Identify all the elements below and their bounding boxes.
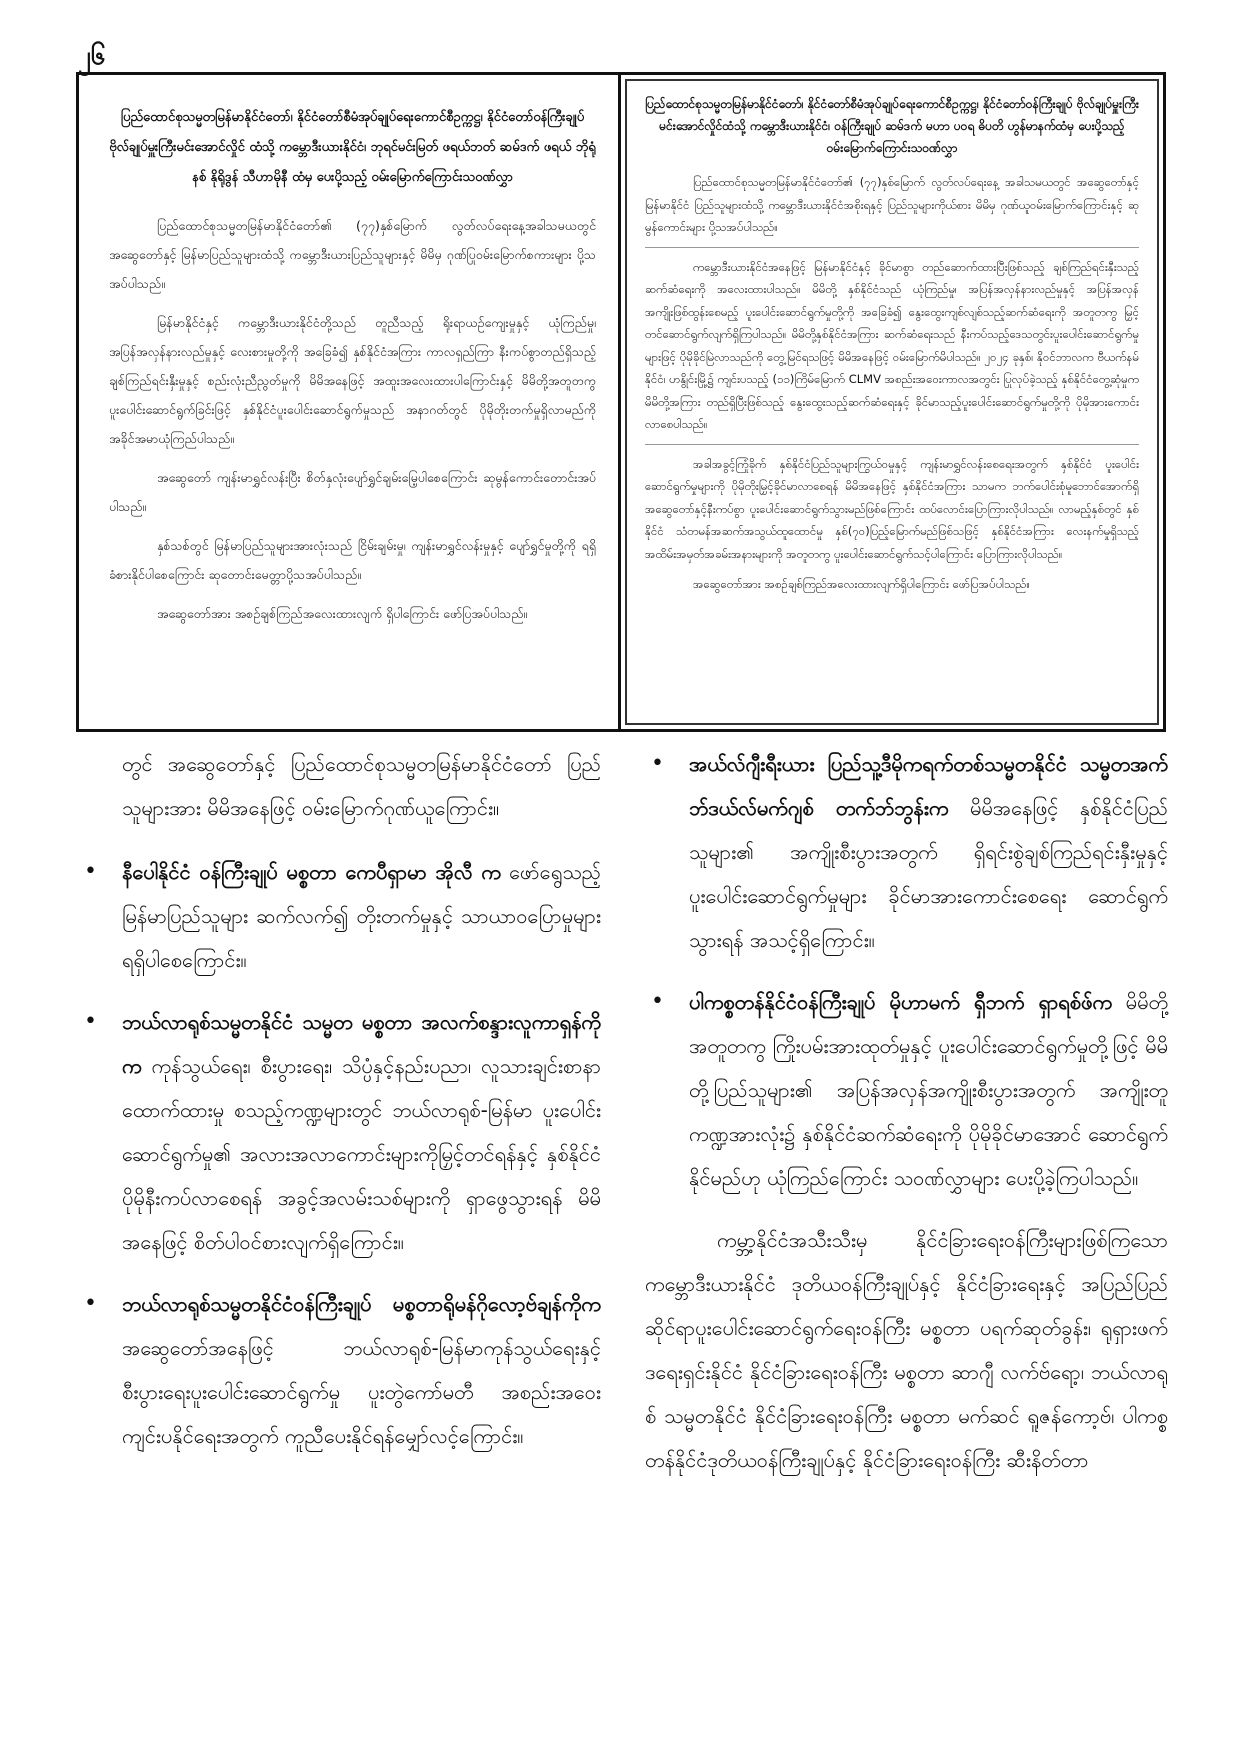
list-item-bold: ပါကစ္စတန်နိုင်ငံဝန်ကြီးချုပ် မိုဟာမက် ရှီဘက် ရှာရစ်ဖ်က	[689, 990, 1113, 1014]
letter-paragraph: ကမ္ဘောဒီးယားနိုင်ငံအနေဖြင့် မြန်မာနိုင်ငံနှင့် ခိုင်မာစွာ တည်ဆောက်ထားပြီးဖြစ်သည့် ချစ်ကြည်ရင်းနှီးသည့်ဆက်ဆံရေးကို အလေးထားပါသည်။ မိမိတို့ နှစ်နိုင်ငံသည် ယုံကြည်မှု၊ အပြန်အလှန်နားလည်မှုနှင့် အပြန်အလှန် အကျိုးဖြစ်ထွန်းစေမည့် ပူးပေါင်းဆောင်ရွက်မှုတို့ကို အခြေခံ၍ နွေးထွေးကျစ်လျစ်သည့်ဆက်ဆံရေးကို အတူတကွ မြှင့်တင်ဆောင်ရွက်လျက်ရှိကြပါသည်။ မိမိတို့နှစ်နိုင်ငံအကြား ဆက်ဆံရေးသည် နီးကပ်သည့်ဒေသတွင်းပူးပေါင်းဆောင်ရွက်မှုများဖြင့် ပိုမိုခိုင်မြဲလာသည်ကို တွေ့မြင်ရသဖြင့် မိမိအနေဖြင့် ဝမ်းမြောက်မိပါသည်။ ၂၀၂၄ ခုနှစ်၊ နိုဝင်ဘာလက ဗီယက်နမ်နိုင်ငံ၊ ဟနွိုင်းမြို့၌ ကျင်းပသည့် (၁၁)ကြိမ်မြောက် CLMV အစည်းအဝေးကာလအတွင်း ပြုလုပ်ခဲ့သည့် နှစ်နိုင်ငံတွေ့ဆုံမှုက မိမိတို့အကြား တည်ရှိပြီးဖြစ်သည့် နွေးထွေးသည့်ဆက်ဆံရေးနှင့် ခိုင်မာသည့်ပူးပေါင်းဆောင်ရွက်မှုတို့ကို ပိုမိုအားကောင်းလာစေပါသည်။	[645, 259, 1139, 431]
letter-paragraph: ပြည်ထောင်စုသမ္မတမြန်မာနိုင်ငံတော်၏ (၇၇)နှစ်မြောက် လွတ်လပ်ရေးနေ့အခါသမယတွင် အဆွေတော်နှင့် မြန်မာပြည်သူများထံသို့ ကမ္ဘောဒီးယားပြည်သူများနှင့် မိမိမှ ဂုဏ်ပြုဝမ်းမြောက်စကားများ ပို့သအပ်ပါသည်။	[109, 218, 596, 291]
list-item	[78, 850, 601, 982]
list-item	[78, 1282, 601, 1458]
list-item-text	[122, 1282, 601, 1458]
list-item-bold: ဘယ်လာရုစ်သမ္မတနိုင်ငံ သမ္မတ မစ္စတာ အလက်စန္ဒားလူကာရှန်ကို က	[122, 1010, 601, 1078]
list-item	[78, 1000, 601, 1264]
page-number: ၂၆	[78, 41, 106, 71]
letter-paragraph: နှစ်သစ်တွင် မြန်မာပြည်သူများအားလုံးသည် ငြိမ်းချမ်းမှု၊ ကျန်းမာရွှင်လန်းမှုနှင့် ပျော်ရွှင်မှုတို့ကို ရရှိခံစားနိုင်ပါစေကြောင်း ဆုတောင်းမေတ္တာပို့သအပ်ပါသည်။	[109, 538, 596, 582]
letter-paragraph: အဆွေတော်အား အစဉ်ချစ်ကြည်အလေးထားလျက် ရှိပါကြောင်း ဖော်ပြအပ်ပါသည်။	[157, 606, 528, 621]
list-item-bold: နီပေါနိုင်ငံ ဝန်ကြီးချုပ် မစ္စတာ ကေပီရှာမာ အိုလီ က	[122, 860, 501, 884]
list-item-body: ကုန်သွယ်ရေး၊ စီးပွားရေး၊ သိပ္ပံနှင့်နည်းပညာ၊ လူသားချင်းစာနာထောက်ထားမှု စသည့်ကဏ္ဍများတွင် ဘယ်လာရုစ်-မြန်မာ ပူးပေါင်းဆောင်ရွက်မှု၏ အလားအလာကောင်းများကိုမြှင့်တင်ရန်နှင့် နှစ်နိုင်ငံပိုမိုနီးကပ်လာစေရန် အခွင့်အလမ်းသစ်များကို ရှာဖွေသွားရန် မိမိအနေဖြင့် စိတ်ပါဝင်စားလျက်ရှိကြောင်း။	[122, 1054, 601, 1254]
list-item	[645, 742, 1168, 962]
letter-paragraph: အဆွေတော် ကျန်းမာရွှင်လန်းပြီး စိတ်နှလုံးပျော်ရွှင်ချမ်းမြေ့ပါစေကြောင်း ဆုမွန်ကောင်းတောင်းအပ်ပါသည်။	[109, 470, 596, 514]
list-item-text	[122, 850, 601, 982]
letter-heading: ပြည်ထောင်စုသမ္မတမြန်မာနိုင်ငံတော်၊ နိုင်ငံတော်စီမံအုပ်ချုပ်ရေးကောင်စီဥက္ကဋ္ဌ၊ နိုင်ငံတော်ဝန်ကြီးချုပ် ဗိုလ်ချုပ်မှူးကြီးမင်းအောင်လှိုင် ထံသို့ ကမ္ဘောဒီးယားနိုင်ငံ၊ ဘုရင်မင်းမြတ် ဖရယ်ဘတ် ဆမ်ဒက် ဖရယ် ဘိုရုံနစ် နိုရိုဒွန် သီဟာမိုနီ ထံမှ ပေးပို့သည့် ဝမ်းမြောက်ကြောင်းသဝဏ်လွှာ	[109, 110, 596, 185]
continued-paragraph: တွင် အဆွေတော်နှင့် ပြည်ထောင်စုသမ္မတမြန်မာနိုင်ငံတော် ပြည်သူများအား မိမိအနေဖြင့် ဝမ်းမြောက်ဂုဏ်ယူကြောင်း။	[122, 752, 601, 820]
left-column	[78, 742, 601, 1722]
bullet-icon: •	[84, 859, 97, 884]
right-column	[645, 742, 1168, 1722]
letter-cambodia-pm	[625, 79, 1159, 725]
list-item-body: မိမိအနေဖြင့် နှစ်နိုင်ငံပြည်သူများ၏ အကျိုးစီးပွားအတွက် ရှိရင်းစွဲချစ်ကြည်ရင်းနှီးမှုနှင့် ပူးပေါင်းဆောင်ရွက်မှုများ ခိုင်မာအားကောင်းစေရေး ဆောင်ရွက်သွားရန် အသင့်ရှိကြောင်း။	[689, 796, 1168, 952]
list-item-bold: ဘယ်လာရုစ်သမ္မတနိုင်ငံဝန်ကြီးချုပ် မစ္စတာရိုမန်ဂိုလော့ဗ်ချန်ကိုက	[122, 1292, 601, 1316]
letter-cambodia-king	[79, 75, 621, 729]
letter-paragraph: အဆွေတော်အား အစဉ်ချစ်ကြည်အလေးထားလျက်ရှိပါကြောင်း ဖော်ပြအပ်ပါသည်။	[693, 577, 1030, 591]
bullet-icon: •	[651, 751, 664, 776]
list-item-text	[122, 1000, 601, 1264]
divider	[645, 444, 1139, 445]
bullet-icon: •	[84, 1291, 97, 1316]
bullet-icon: •	[651, 989, 664, 1014]
list-item-bold: အယ်လ်ဂျီးရီးယား ပြည်သူ့ဒီမိုကရက်တစ်သမ္မတနိုင်ငံ သမ္မတအက်ဘ်ဒယ်လ်မက်ဂျစ် တက်ဘ်ဘွန်းက	[689, 752, 1168, 820]
list-item-body: ဖော်ရွေသည့် မြန်မာပြည်သူများ ဆက်လက်၍ တိုးတက်မှုနှင့် သာယာဝပြောမှုများရရှိပါစေကြောင်း။	[122, 860, 601, 972]
list-item	[645, 980, 1168, 1200]
list-item-text	[689, 742, 1168, 962]
letter-images-frame	[76, 72, 1166, 732]
letter-paragraph: မြန်မာနိုင်ငံနှင့် ကမ္ဘောဒီးယားနိုင်ငံတို့သည် တူညီသည့် ရိုးရာယဉ်ကျေးမှုနှင့် ယုံကြည်မှု၊ အပြန်အလှန်နားလည်မှုနှင့် လေးစားမှုတို့ကို အခြေခံ၍ နှစ်နိုင်ငံအကြား ကာလရှည်ကြာ နီးကပ်စွာတည်ရှိသည့် ချစ်ကြည်ရင်းနှီးမှုနှင့် စည်းလုံးညီညွတ်မှုကို မိမိအနေဖြင့် အထူးအလေးထားပါကြောင်းနှင့် မိမိတို့အတူတကွ ပူးပေါင်းဆောင်ရွက်ခြင်းဖြင့် နှစ်နိုင်ငံပူးပေါင်းဆောင်ရွက်မှုသည် အနာဂတ်တွင် ပိုမိုတိုးတက်မှုရှိလာမည်ကို အခိုင်အမာယုံကြည်ပါသည်။	[109, 315, 596, 446]
article-body	[78, 742, 1168, 1722]
list-item-body: မိမိတို့အတူတကွ ကြိုးပမ်းအားထုတ်မှုနှင့် ပူးပေါင်းဆောင်ရွက်မှုတို့ဖြင့် မိမိတို့ပြည်သူများ၏ အပြန်အလှန်အကျိုးစီးပွားအတွက် အကျိုးတူကဏ္ဍအားလုံး၌ နှစ်နိုင်ငံဆက်ဆံရေးကို ပိုမိုခိုင်မာအောင် ဆောင်ရွက်နိုင်မည်ဟု ယုံကြည်ကြောင်း သဝဏ်လွှာများ ပေးပို့ခဲ့ကြပါသည်။	[689, 990, 1168, 1190]
divider	[645, 247, 1139, 248]
list-item-body: အဆွေတော်အနေဖြင့် ဘယ်လာရုစ်-မြန်မာကုန်သွယ်ရေးနှင့် စီးပွားရေးပူးပေါင်းဆောင်ရွက်မှု ပူးတွဲကော်မတီ အစည်းအဝေးကျင်းပနိုင်ရေးအတွက် ကူညီပေးနိုင်ရန်မျှော်လင့်ကြောင်း။	[122, 1336, 601, 1448]
bullet-icon: •	[84, 1009, 97, 1034]
list-item-text	[689, 980, 1168, 1200]
letter-paragraph: အခါအခွင့်ကြုံခိုက် နှစ်နိုင်ငံပြည်သူများကြွယ်ဝမှုနှင့် ကျန်းမာရွှင်လန်းစေရေးအတွက် နှစ်နိုင်ငံ ပူးပေါင်းဆောင်ရွက်မှုများကို ပိုမိုတိုးမြှင့်ခိုင်မာလာစေရန် မိမိအနေဖြင့် နှစ်နိုင်ငံအကြား သာမက ဘက်ပေါင်းစုံမူဘောင်အောက်ရှိ အဆွေတော်နှင့်နီးကပ်စွာ ပူးပေါင်းဆောင်ရွက်သွားမည်ဖြစ်ကြောင်း ထပ်လောင်းပြောကြားလိုပါသည်။ လာမည့်နှစ်တွင် နှစ်နိုင်ငံ သံတမန်အဆက်အသွယ်ထူထောင်မှု နှစ်(၇၀)ပြည့်မြောက်မည်ဖြစ်သဖြင့် နှစ်နိုင်ငံအကြား လေးနက်မှုရှိသည့် အထိမ်းအမှတ်အခမ်းအနားများကို အတူတကွ ပူးပေါင်းဆောင်ရွက်သင့်ပါကြောင်း ပြောကြားလိုပါသည်။	[645, 456, 1139, 561]
letter-paragraph: ပြည်ထောင်စုသမ္မတမြန်မာနိုင်ငံတော်၏ (၇၇)နှစ်မြောက် လွတ်လပ်ရေးနေ့ အခါသမယတွင် အဆွေတော်နှင့် မြန်မာနိုင်ငံ ပြည်သူများထံသို့ ကမ္ဘောဒီးယားနိုင်ငံအစိုးရနှင့် ပြည်သူများကိုယ်စား မိမိမှ ဂုဏ်ယူဝမ်းမြောက်ကြောင်းနှင့် ဆုမွန်ကောင်းများ ပို့သအပ်ပါသည်။	[645, 175, 1139, 234]
closing-paragraph: ကမ္ဘာ့နိုင်ငံအသီးသီးမှ နိုင်ငံခြားရေးဝန်ကြီးများဖြစ်ကြသော ကမ္ဘောဒီးယားနိုင်ငံ ဒုတိယဝန်ကြီးချုပ်နှင့် နိုင်ငံခြားရေးနှင့် အပြည်ပြည်ဆိုင်ရာပူးပေါင်းဆောင်ရွက်ရေးဝန်ကြီး မစ္စတာ ပရက်ဆုတ်ခွန်း၊ ရုရှားဖက်ဒရေးရှင်းနိုင်ငံ နိုင်ငံခြားရေးဝန်ကြီး မစ္စတာ ဆာဂျီ လက်ဗ်ရော့၊ ဘယ်လာရုစ် သမ္မတနိုင်ငံ နိုင်ငံခြားရေးဝန်ကြီး မစ္စတာ မက်ဆင် ရူဇန်ကော့ဗ်၊ ပါကစ္စတန်နိုင်ငံဒုတိယဝန်ကြီးချုပ်နှင့် နိုင်ငံခြားရေးဝန်ကြီး ဆီးနိတ်တာ	[645, 1228, 1168, 1472]
letter-heading: ပြည်ထောင်စုသမ္မတမြန်မာနိုင်ငံတော်၊ နိုင်ငံတော်စီမံအုပ်ချုပ်ရေးကောင်စီဥက္ကဋ္ဌ၊ နိုင်ငံတော်ဝန်ကြီးချုပ် ဗိုလ်ချုပ်မှူးကြီး မင်းအောင်လှိုင်ထံသို့ ကမ္ဘောဒီးယားနိုင်ငံ၊ ဝန်ကြီးချုပ် ဆမ်ဒက် မဟာ ပဝရ ဓိပတိ ဟွန်မာနက်ထံမှ ပေးပို့သည့် ဝမ်းမြောက်ကြောင်းသဝဏ်လွှာ	[645, 97, 1139, 155]
